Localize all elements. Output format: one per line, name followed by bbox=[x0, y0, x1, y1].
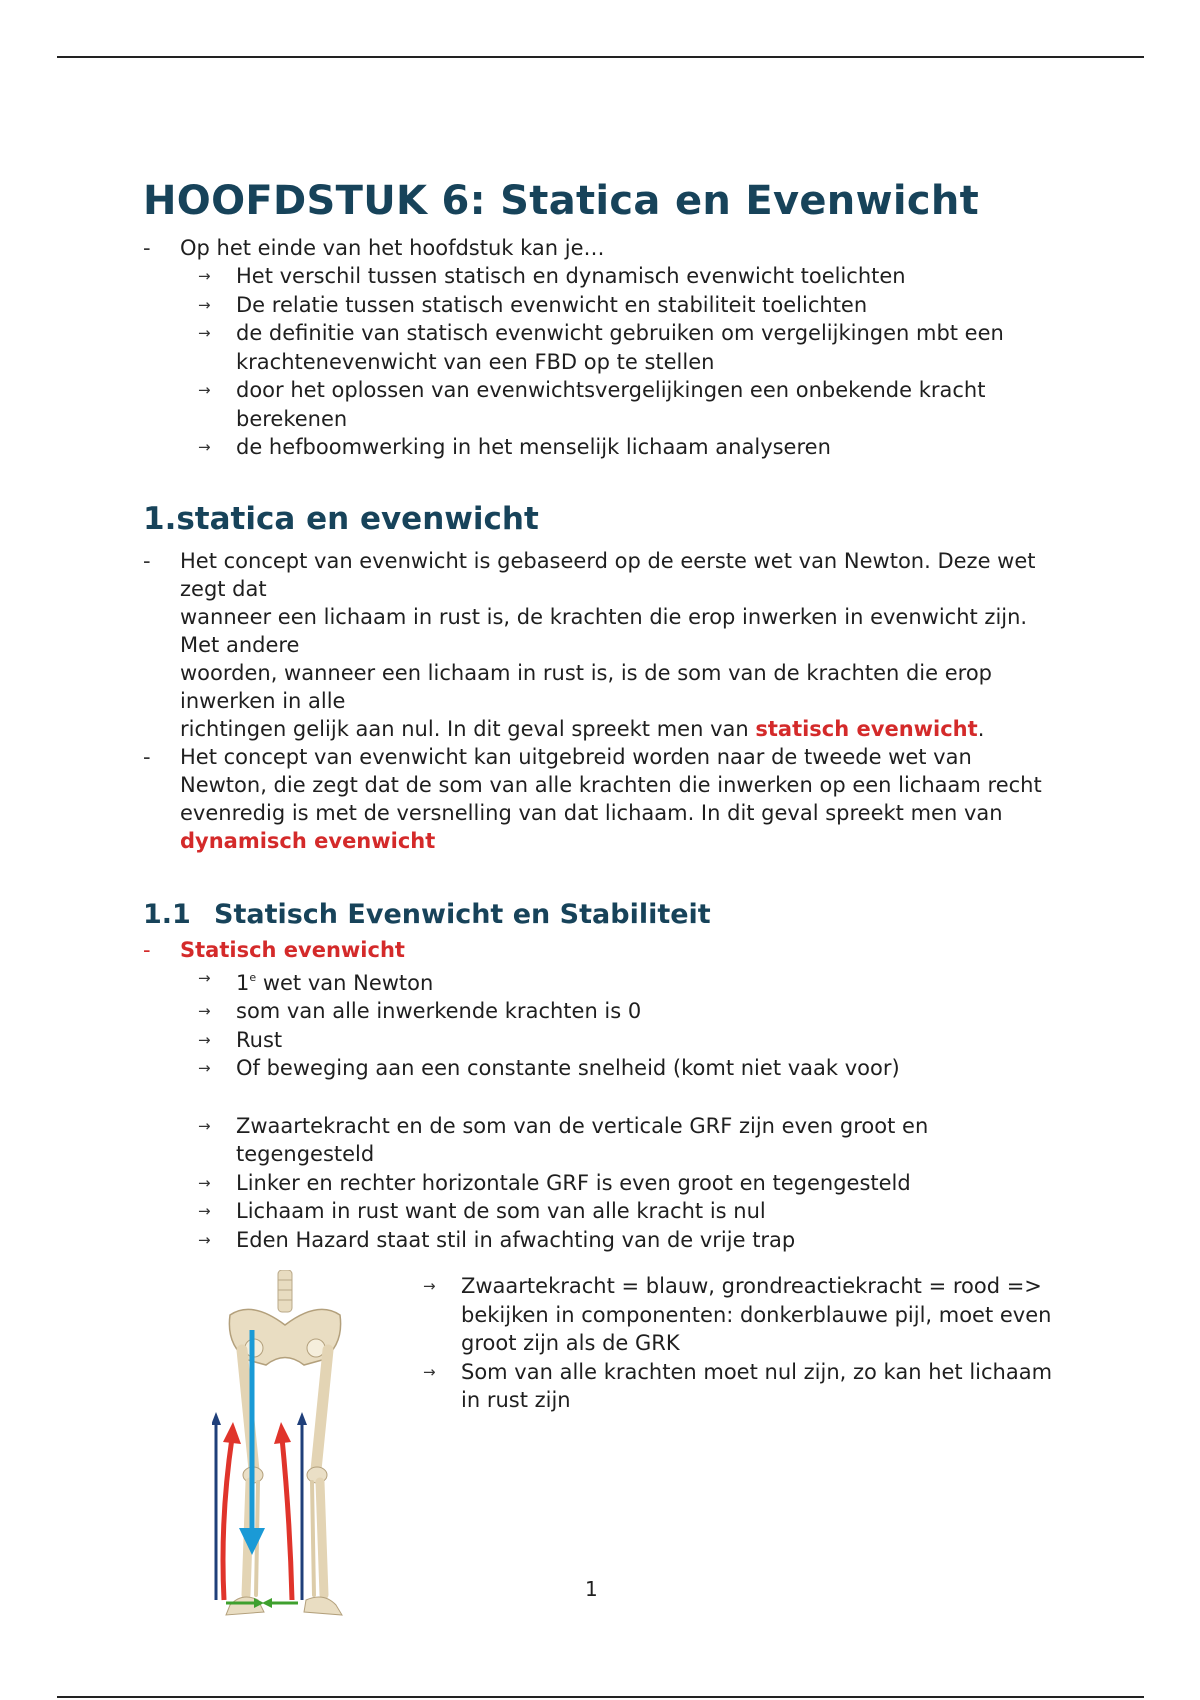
arrow-icon: → bbox=[198, 1202, 211, 1220]
list-item: → Eden Hazard staat stil in afwachting van de vrije trap bbox=[143, 1226, 1063, 1255]
subsection-title: 1.1 Statisch Evenwicht en Stabiliteit bbox=[143, 895, 1063, 935]
paragraph-static: - Het concept van evenwicht is gebaseerd op de eerste wet van Newton. Deze wet zegt dat wanneer een lichaam in rust is, de krachten die erop inwerken in evenwicht zijn. Met andere woorden, wanneer een lichaam in rust is, is de som van de krachten die erop inwerken in alle richtingen gelijk aan nul. In dit geval spreekt men van statisch evenwicht. bbox=[143, 547, 1063, 743]
arrow-icon: → bbox=[198, 968, 211, 987]
arrow-icon: → bbox=[198, 324, 211, 342]
arrow-icon: → bbox=[198, 1030, 211, 1049]
subsection-number: 1.1 bbox=[143, 898, 191, 930]
goal-item: → door het oplossen van evenwichtsvergelijkingen een onbekende kracht berekenen bbox=[198, 378, 986, 431]
goal-item: → De relatie tussen statisch evenwicht en stabiliteit toelichten bbox=[143, 291, 1063, 320]
intro-block bbox=[143, 234, 1063, 462]
arrow-icon: → bbox=[198, 1173, 211, 1192]
list-item: → Rust bbox=[143, 1026, 1063, 1055]
arrow-icon: → bbox=[198, 381, 211, 399]
list-item: → Of beweging aan een constante snelheid (komt niet vaak voor) bbox=[143, 1054, 1063, 1083]
subsection-body bbox=[143, 936, 1063, 1255]
page-number: 1 bbox=[585, 1577, 598, 1601]
paragraph-dynamic: - Het concept van evenwicht kan uitgebreid worden naar de tweede wet van Newton, die zegt dat de som van alle krachten die inwerken op een lichaam recht evenredig is met de versnelling van dat lichaam. In dit geval spreekt men van dynamisch evenwicht bbox=[143, 743, 1063, 855]
list-item: → Lichaam in rust want de som van alle kracht is nul bbox=[143, 1197, 1063, 1226]
highlight-term: statisch evenwicht bbox=[755, 716, 978, 741]
note-item: → Som van alle krachten moet nul zijn, zo kan het lichaam in rust zijn bbox=[423, 1359, 1053, 1412]
skeleton-figure bbox=[212, 1270, 362, 1625]
grf-arrow-right bbox=[282, 1438, 292, 1600]
section1-body bbox=[143, 547, 1063, 855]
list-item: → som van alle inwerkende krachten is 0 bbox=[143, 997, 1063, 1026]
footer-rule bbox=[57, 1696, 1144, 1698]
bullet-title: - Statisch evenwicht bbox=[143, 936, 1063, 964]
arrow-icon: → bbox=[423, 1277, 436, 1295]
grf-arrow-left bbox=[223, 1438, 232, 1600]
goal-item: → Het verschil tussen statisch en dynamisch evenwicht toelichten bbox=[143, 262, 1063, 291]
arrow-icon: → bbox=[198, 438, 211, 456]
intro-lead: - Op het einde van het hoofdstuk kan je… bbox=[143, 234, 1063, 262]
goal-item: → de definitie van statisch evenwicht gebruiken om vergelijkingen mbt een krachtenevenwicht van een FBD op te stellen bbox=[198, 321, 1004, 374]
document-body bbox=[143, 170, 1063, 1254]
arrow-icon: → bbox=[198, 267, 211, 285]
arrow-icon: → bbox=[198, 1059, 211, 1077]
list-item: → Linker en rechter horizontale GRF is even groot en tegengesteld bbox=[143, 1169, 1063, 1198]
list-item: → Zwaartekracht en de som van de verticale GRF zijn even groot en tegengesteld bbox=[198, 1113, 929, 1166]
highlight-term: dynamisch evenwicht bbox=[180, 828, 436, 853]
header-rule bbox=[57, 56, 1144, 58]
note-item: → Zwaartekracht = blauw, grondreactiekracht = rood => bekijken in componenten: donkerblauwe pijl, moet even groot zijn als de GRK bbox=[423, 1274, 1052, 1355]
section-title: 1.statica en evenwicht bbox=[143, 500, 539, 537]
arrow-icon: → bbox=[198, 1230, 211, 1249]
goal-item: → de hefboomwerking in het menselijk lichaam analyseren bbox=[143, 433, 1063, 462]
chapter-title: HOOFDSTUK 6: Statica en Evenwicht bbox=[143, 178, 980, 224]
arrow-icon: → bbox=[198, 295, 211, 314]
arrow-icon: → bbox=[198, 1116, 211, 1135]
list-item: → 1e wet van Newton bbox=[143, 964, 1063, 998]
figure-notes bbox=[418, 1272, 1058, 1415]
arrow-icon: → bbox=[423, 1362, 436, 1381]
arrow-icon: → bbox=[198, 1002, 211, 1020]
